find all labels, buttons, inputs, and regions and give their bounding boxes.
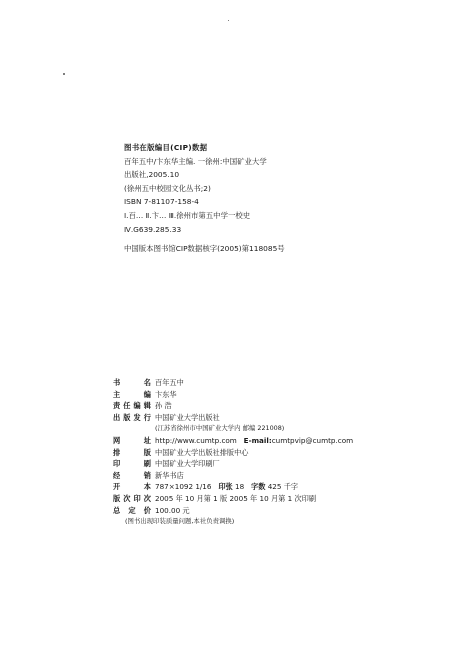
colophon-row-title — [113, 377, 413, 389]
cip-subjects: Ⅰ.百… Ⅱ.卞… Ⅲ.徐州市第五中学一校史 — [124, 210, 251, 220]
value-email: cumtpvip@cumtp.com — [271, 435, 354, 445]
value-editor: 卞东华 — [155, 389, 177, 399]
label-typesetting: 排 版 — [113, 447, 151, 457]
colophon-row-note — [113, 516, 413, 528]
colophon-row-website — [113, 435, 413, 447]
scan-speck — [63, 73, 65, 75]
colophon-row-printing — [113, 458, 413, 470]
colophon-block — [113, 377, 413, 528]
colophon-row-distribution — [113, 470, 413, 482]
label-edition: 版 次 印 次 — [113, 493, 151, 503]
cip-entry-line-1: 百年五中/卞东华主编. 一徐州:中国矿业大学 — [124, 156, 267, 166]
colophon-row-price — [113, 505, 413, 517]
label-website: 网 址 — [113, 435, 151, 445]
colophon-row-publisher — [113, 412, 413, 424]
cip-series: (徐州五中校园文化丛书;2) — [124, 183, 211, 193]
cip-entry-line-2: 出版社,2005.10 — [124, 170, 180, 180]
value-format-size: 787×1092 1/16 — [155, 482, 212, 492]
cip-block — [124, 141, 424, 256]
label-publisher: 出 版 发 行 — [113, 412, 151, 422]
cip-heading: 图书在版编目(CIP)数据 — [124, 143, 208, 152]
colophon-row-address — [113, 423, 413, 435]
label-price: 总 定 价 — [113, 505, 151, 515]
value-publisher: 中国矿业大学出版社 — [155, 412, 220, 422]
cip-isbn: ISBN 7-81107-158-4 — [124, 197, 199, 207]
value-sheets: 18 — [235, 482, 245, 492]
label-email: E-mail: — [243, 435, 272, 445]
value-printing: 中国矿业大学印刷厂 — [155, 459, 220, 469]
label-distribution: 经 销 — [113, 470, 151, 480]
label-words: 字数 — [251, 482, 266, 492]
value-distribution: 新华书店 — [155, 470, 184, 480]
label-title: 书 名 — [113, 378, 151, 387]
value-title: 百年五中 — [155, 378, 184, 387]
label-printing: 印 刷 — [113, 459, 151, 469]
cip-record-number: 中国版本图书馆CIP数据核字(2005)第118085号 — [124, 244, 285, 254]
cip-classification: Ⅳ.G639.285.33 — [124, 224, 182, 234]
scan-speck — [228, 20, 229, 21]
colophon-row-responsible-editor — [113, 400, 413, 412]
value-typesetting: 中国矿业大学出版社排版中心 — [155, 447, 249, 457]
colophon-row-typesetting — [113, 447, 413, 459]
value-website: http://www.cumtp.com — [155, 435, 237, 445]
value-edition: 2005 年 10 月第 1 版 2005 年 10 月第 1 次印刷 — [155, 493, 317, 503]
label-editor: 主 编 — [113, 389, 151, 399]
value-price: 100.00 元 — [155, 505, 190, 515]
label-format: 开 本 — [113, 482, 151, 492]
value-note: (图书出现印装质量问题,本社负责调换) — [125, 517, 235, 526]
colophon-row-editor — [113, 389, 413, 401]
value-words: 425 千字 — [267, 482, 299, 492]
colophon-row-format — [113, 481, 413, 493]
label-responsible-editor: 责 任 编 辑 — [113, 401, 151, 411]
value-address: (江苏省徐州市中国矿业大学内 邮编 221008) — [155, 424, 285, 433]
colophon-row-edition — [113, 493, 413, 505]
value-responsible-editor: 孙 浩 — [155, 401, 172, 411]
label-sheets: 印张 — [218, 482, 233, 492]
